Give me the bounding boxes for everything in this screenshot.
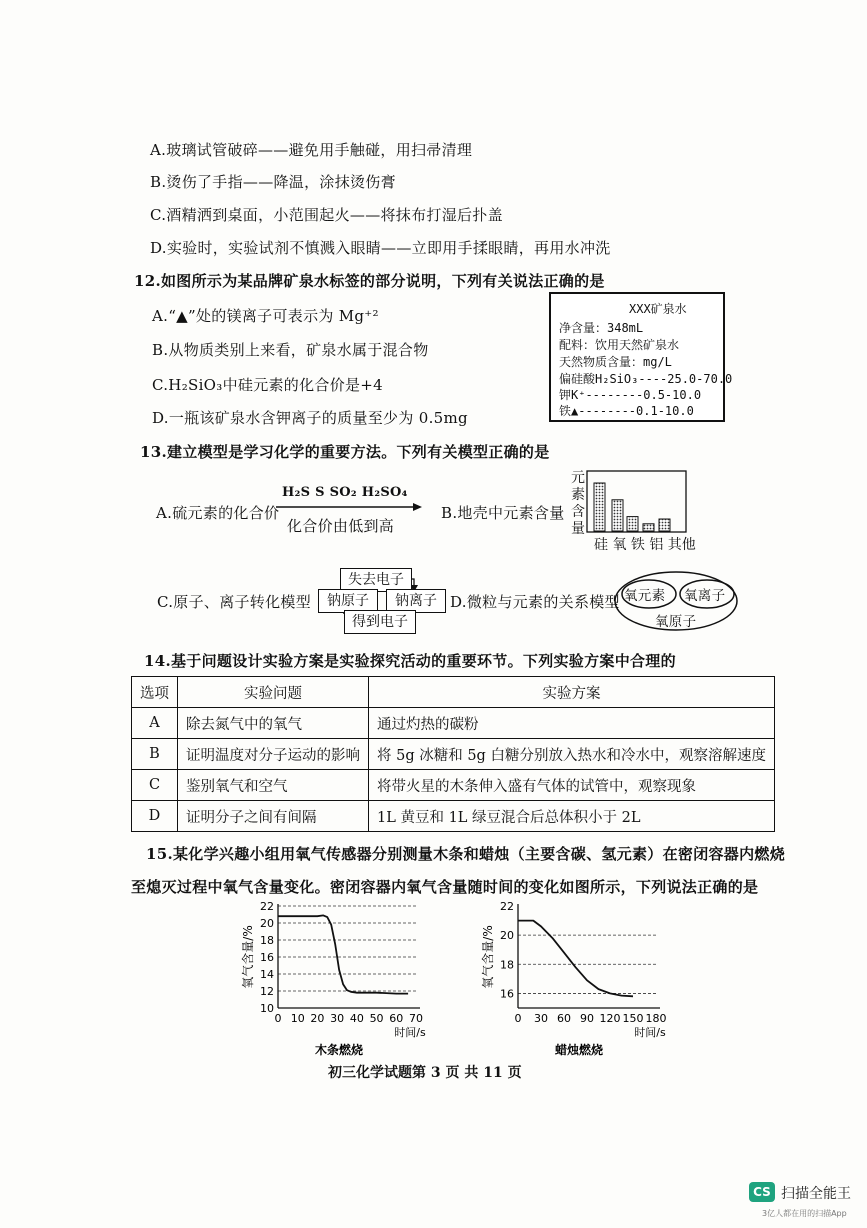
y-tick-label: 10 [260,1002,274,1015]
x-tick-label: 90 [580,1012,594,1025]
label-title: XXX矿泉水 [629,302,687,316]
q13-b-xlabels: 硅 氧 铁 铝 其他 [594,537,696,553]
x-axis-label: 时间/s [634,1026,666,1039]
camscanner-tagline: 3亿人都在用的扫描App [762,1209,847,1218]
camscanner-name: 扫描全能王 [781,1186,851,1202]
q12-option-d: D.一瓶该矿泉水含钾离子的质量至少为 0.5mg [152,409,468,427]
x-tick-label: 180 [645,1012,667,1025]
q13-b-ylabel [570,470,586,538]
q12-stem: 12.如图所示为某品牌矿泉水标签的部分说明，下列有关说法正确的是 [134,272,605,290]
oxygen-series-line [518,921,633,997]
chart-title: 木条燃烧 [314,1043,364,1057]
x-axis-label: 时间/s [394,1026,426,1039]
x-tick-label: 50 [369,1012,384,1025]
y-tick-label: 18 [260,934,274,947]
q13-c-left-box: 钠原子 [318,589,378,613]
q13-b-label: B.地壳中元素含量 [441,504,565,522]
y-tick-label: 20 [260,917,274,930]
q15-stem-line1: 15.某化学兴趣小组用氧气传感器分别测量木条和蜡烛（主要含碳、氢元素）在密闭容器内燃烧 [146,845,785,863]
table-cell: D [132,801,178,832]
table-row [132,801,775,832]
q13-b-ylabel-char: 量 [571,521,585,537]
label-row: 钾K⁺--------0.5-10.0 [559,388,702,402]
y-axis-label: 氧气含量/% [241,925,255,989]
label-row: 偏硅酸H₂SiO₃----25.0-70.0 [559,372,733,386]
x-tick-label: 0 [274,1012,282,1025]
y-axis-label: 氧气含量/% [481,925,495,989]
crust-bar [643,524,654,531]
q14-stem: 14.基于问题设计实验方案是实验探究活动的重要环节。下列实验方案中合理的 [144,652,676,670]
table-header-cell: 实验问题 [178,677,369,708]
oxygen-series-line [278,915,408,993]
table-header-row [132,677,775,708]
table-cell: C [132,770,178,801]
q13-b-bar-chart [586,470,688,534]
table-cell: 通过灼热的碳粉 [369,708,775,739]
q13-c-right-box: 钠离子 [386,589,446,613]
q13-a-formulas: H₂S S SO₂ H₂SO₄ [282,485,408,500]
x-tick-label: 120 [599,1012,621,1025]
crust-bar [612,500,623,531]
y-tick-label: 20 [500,929,514,943]
chart-title: 蜡烛燃烧 [554,1043,604,1057]
x-tick-label: 60 [389,1012,404,1025]
x-tick-label: 10 [290,1012,305,1025]
table-cell: 将 5g 冰糖和 5g 白糖分别放入热水和冷水中，观察溶解速度 [369,739,775,770]
mineral-water-label [549,292,733,422]
label-row: 铁▲--------0.1-10.0 [559,404,694,418]
y-tick-label: 12 [260,985,274,998]
y-tick-label: 16 [500,987,514,1001]
x-tick-label: 20 [310,1012,325,1025]
y-tick-label: 18 [500,958,514,972]
q13-b-ylabel-char: 素 [571,487,585,503]
q11-option-b: B.烫伤了手指——降温，涂抹烫伤膏 [150,173,396,191]
table-row [132,708,775,739]
q13-c-top-box: 失去电子 [340,568,412,592]
q11-option-d: D.实验时，实验试剂不慎溅入眼睛——立即用手揉眼睛，再用水冲洗 [150,239,611,257]
x-tick-label: 0 [514,1012,522,1025]
y-tick-label: 22 [260,900,274,913]
q15-stem-line2: 至熄灭过程中氧气含量变化。密闭容器内氧气含量随时间的变化如图所示，下列说法正确的是 [131,878,759,896]
q13-c-bottom-box: 得到电子 [344,610,416,634]
q14-table [131,676,775,832]
y-tick-label: 16 [260,951,274,964]
x-tick-label: 70 [409,1012,423,1025]
table-cell: B [132,739,178,770]
table-cell: 除去氮气中的氧气 [178,708,369,739]
page-footer: 初三化学试题第 3 页 共 11 页 [328,1065,522,1081]
x-tick-label: 150 [622,1012,644,1025]
q11-option-c: C.酒精洒到桌面，小范围起火——将抹布打湿后扑盖 [150,206,503,224]
q13-a-label: A.硫元素的化合价 [156,504,280,522]
table-cell: 将带火星的木条伸入盛有气体的试管中，观察现象 [369,770,775,801]
x-tick-label: 60 [557,1012,571,1025]
q11-option-a: A.玻璃试管破碎——避免用手触碰，用扫帚清理 [150,141,473,159]
q12-option-a: A.“▲”处的镁离子可表示为 Mg⁺² [152,307,379,325]
y-tick-label: 14 [260,968,274,981]
table-row [132,739,775,770]
x-tick-label: 30 [330,1012,345,1025]
table-header-cell: 选项 [132,677,178,708]
q13-d-inner2: 氧离子 [684,588,726,604]
q13-a-arrow [274,500,424,514]
q12-option-c: C.H₂SiO₃中硅元素的化合价是+4 [152,376,384,394]
table-cell: 1L 黄豆和 1L 绿豆混合后总体积小于 2L [369,801,775,832]
q13-b-ylabel-char: 含 [571,504,585,520]
label-row: 配料：饮用天然矿泉水 [559,338,680,352]
q13-c-label: C.原子、离子转化模型 [157,593,312,611]
q13-d-label: D.微粒与元素的关系模型 [450,593,620,611]
table-cell: 证明分子之间有间隔 [178,801,369,832]
q13-a-caption: 化合价由低到高 [287,517,395,535]
crust-bar [594,483,605,531]
wood-burning-chart [236,898,436,1058]
label-row: 净含量：348mL [559,321,644,335]
candle-burning-chart [476,898,676,1058]
q13-b-ylabel-char: 元 [571,470,585,486]
q13-d-inner1: 氧元素 [624,588,666,604]
table-header-cell: 实验方案 [369,677,775,708]
crust-bar [627,517,638,531]
q13-d-outer: 氧原子 [655,614,697,630]
table-cell: A [132,708,178,739]
crust-bar [659,519,670,531]
x-tick-label: 40 [349,1012,364,1025]
table-cell: 鉴别氧气和空气 [178,770,369,801]
table-cell: 证明温度对分子运动的影响 [178,739,369,770]
q13-stem: 13.建立模型是学习化学的重要方法。下列有关模型正确的是 [140,443,550,461]
camscanner-logo: CS [749,1182,775,1202]
table-row [132,770,775,801]
x-tick-label: 30 [534,1012,548,1025]
y-tick-label: 22 [500,900,514,913]
q12-option-b: B.从物质类别上来看，矿泉水属于混合物 [152,341,429,359]
label-row: 天然物质含量：mg/L [559,355,672,369]
